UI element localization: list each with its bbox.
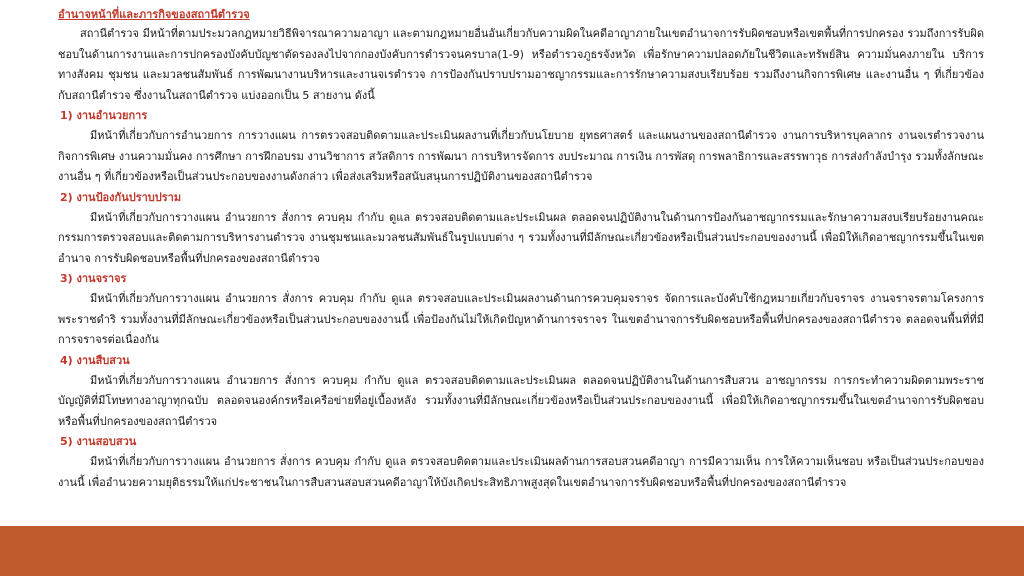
section-1 [58,106,984,188]
section-5 [58,432,984,493]
document-heading: อำนาจหน้าที่และภารกิจของสถานีตำรวจ [58,8,250,21]
section-title: 5) งานสอบสวน [60,435,137,448]
section-2 [58,188,984,270]
section-body: มีหน้าที่เกี่ยวกับการวางแผน อำนวยการ สั่งการ ควบคุม กำกับ ดูแล ตรวจสอบติดตามและประเมินผลด้านการสอบสวนคดีอาญา การมีความเห็น การให้ความเห็นชอบ หรือเป็นส่วนประกอบของงานนี้ เพื่ออำนวยความยุติธรรมให้แก่ประชาชนในการสืบสวนสอบสวนคดีอาญาให้บังเกิดประสิทธิภาพสูงสุดในเขตอำนาจการรับผิดชอบหรือพื้นที่ปกครองของสถานีตำรวจ [58,455,984,489]
section-title: 1) งานอำนวยการ [60,109,148,122]
section-title: 4) งานสืบสวน [60,353,130,367]
section-body: มีหน้าที่เกี่ยวกับการวางแผน อำนวยการ สั่งการ ควบคุม กำกับ ดูแล ตรวจสอบติดตามและประเมินผล ตลอดจนปฏิบัติงานในด้านการสืบสวน อาชญากรรม การกระทำความผิดตามพระราชบัญญัติที่มีโทษทางอาญาทุกฉบับ ตลอดจนองค์กรหรือเครือข่ายที่อยู่เบื้องหลัง รวมทั้งงานที่มีลักษณะเกี่ยวข้องหรือเป็นส่วนประกอบของงานนี้ เพื่อมิให้เกิดอาชญากรรมขึ้นในเขตอำนาจการรับผิดชอบหรือพื้นที่ปกครองของสถานีตำรวจ [58,373,984,428]
section-body: มีหน้าที่เกี่ยวกับการอำนวยการ การวางแผน การตรวจสอบติดตามและประเมินผลงานที่เกี่ยวกับนโยบาย ยุทธศาสตร์ และแผนงานของสถานีตำรวจ งานการบริหารบุคลากร งานจเรตำรวจงานกิจการพิเศษ งานความมั่นคง การศึกษา การฝึกอบรม งานวิชาการ สวัสดิการ การพัฒนา การบริหารจัดการ งบประมาณ การเงิน การพัสดุ การพลาธิการและสรรพาวุธ การส่งกำลังบำรุง รวมทั้งลักษณะงานอื่น ๆ ที่เกี่ยวข้องหรือเป็นส่วนประกอบของงานดังกล่าว เพื่อส่งเสริมหรือสนับสนุนการปฏิบัติงานของสถานีตำรวจ [58,129,984,183]
section-title: 2) งานป้องกันปราบปราม [60,190,182,204]
section-body: มีหน้าที่เกี่ยวกับการวางแผน อำนวยการ สั่งการ ควบคุม กำกับ ดูแล ตรวจสอบและประเมินผลงานด้านการควบคุมจราจร จัดการและบังคับใช้กฎหมายเกี่ยวกับจราจร งานจราจรตามโครงการพระราชดำริ รวมทั้งงานที่มีลักษณะเกี่ยวข้องหรือเป็นส่วนประกอบของงานนี้ เพื่อป้องกันไม่ให้เกิดปัญหาด้านการจราจร ในเขตอำนาจการรับผิดชอบหรือพื้นที่ปกครองของสถานีตำรวจ ตลอดจนพื้นที่ที่มีการจราจรต่อเนื่องกัน [58,292,984,346]
intro-paragraph: สถานีตำรวจ มีหน้าที่ตามประมวลกฎหมายวิธีพิจารณาความอาญา และตามกฎหมายอื่นอันเกี่ยวกับความผิดในคดีอาญาภายในเขตอำนาจการรับผิดชอบหรือเขตพื้นที่การปกครอง รวมถึงการรับผิดชอบในด้านการงานและการปกครองบังคับบัญชาตัดรองลงไปจากกองบังคับการตำรวจนครบาล(1-9) หรือตำรวจภูธรจังหวัด เพื่อรักษาความปลอดภัยในชีวิตและทรัพย์สิน ความมั่นคงภายใน บริการทางสังคม ชุมชน และมวลชนสัมพันธ์ การพัฒนางานบริหารและงานจเรตำรวจ การป้องกันปราบปรามอาชญากรรมและการรักษาความสงบเรียบร้อย รวมถึงงานกิจการพิเศษ และงานอื่น ๆ ที่เกี่ยวข้องกับสถานีตำรวจ ซึ่งงานในสถานีตำรวจ แบ่งออกเป็น 5 สายงาน ดังนี้ [58,27,984,102]
section-title: 3) งานจราจร [60,272,127,285]
section-body: มีหน้าที่เกี่ยวกับการวางแผน อำนวยการ สั่งการ ควบคุม กำกับ ดูแล ตรวจสอบติดตามและประเมินผล ตลอดจนปฏิบัติงานในด้านการป้องกันอาชญากรรมและรักษาความสงบเรียบร้อยงานคณะกรรมการตรวจสอบและติดตามการบริหารงานตำรวจ งานชุมชนและมวลชนสัมพันธ์ในรูปแบบต่าง ๆ รวมทั้งงานที่มีลักษณะเกี่ยวข้องหรือเป็นส่วนประกอบของงานนี้ เพื่อมิให้เกิดอาชญากรรมขึ้นในเขตอำนาจ การรับผิดชอบหรือพื้นที่ปกครองของสถานีตำรวจ [58,210,984,265]
section-3 [58,269,984,351]
section-4 [58,351,984,433]
footer-band [0,526,1024,576]
